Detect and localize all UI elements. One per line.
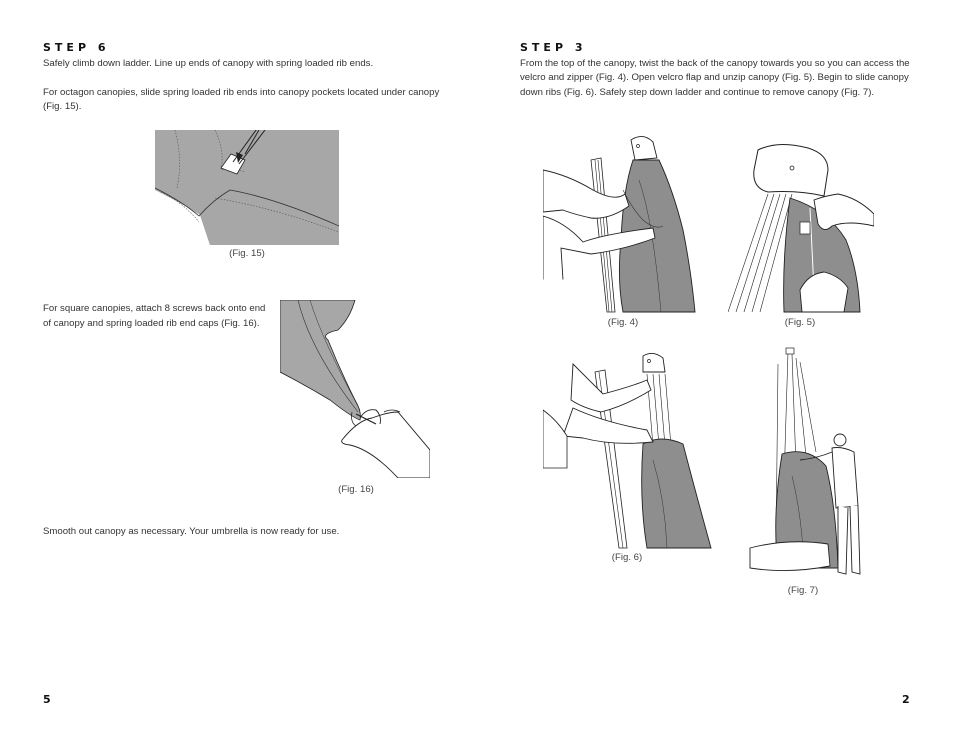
left-step-paragraph-1: Safely climb down ladder. Line up ends of canopy with spring loaded rib ends. [43,58,374,69]
fig-15-caption: (Fig. 15) [229,248,265,259]
fig-6-illustration [543,350,715,550]
closing-text: Smooth out canopy as necessary. Your umbrella is now ready for use. [43,526,340,537]
left-page-number: 5 [43,693,51,706]
fig-4-illustration [543,130,698,315]
fig-7-illustration [748,346,866,580]
left-step-paragraph-2-line-1: For octagon canopies, slide spring loaded rib ends into canopy pockets located under canopy [43,87,440,98]
square-canopy-line-1: For square canopies, attach 8 screws back onto end [43,303,266,314]
fig-16-caption: (Fig. 16) [338,484,374,495]
right-step-line-2: velcro and zipper (Fig. 4). Open velcro flap and unzip canopy (Fig. 5). Begin to slide canopy [520,72,909,83]
fig-16-illustration [280,300,430,478]
right-step-line-1: From the top of the canopy, twist the back of the canopy towards you so you can access the [520,58,910,69]
square-canopy-line-2: of canopy and spring loaded rib end caps (Fig. 16). [43,318,260,329]
right-step-line-3: down ribs (Fig. 6). Safely step down ladder and continue to remove canopy (Fig. 7). [520,87,875,98]
right-step-title: STEP 3 [520,41,587,54]
fig-4-caption: (Fig. 4) [607,317,639,328]
right-page-number: 2 [902,693,910,706]
left-step-title: STEP 6 [43,41,110,54]
fig-7-caption: (Fig. 7) [787,585,819,596]
fig-15-illustration [155,130,339,245]
fig-5-caption: (Fig. 5) [784,317,816,328]
fig-5-illustration [728,140,874,314]
fig-6-caption: (Fig. 6) [611,552,643,563]
left-step-paragraph-2-line-2: (Fig. 15). [43,101,82,112]
